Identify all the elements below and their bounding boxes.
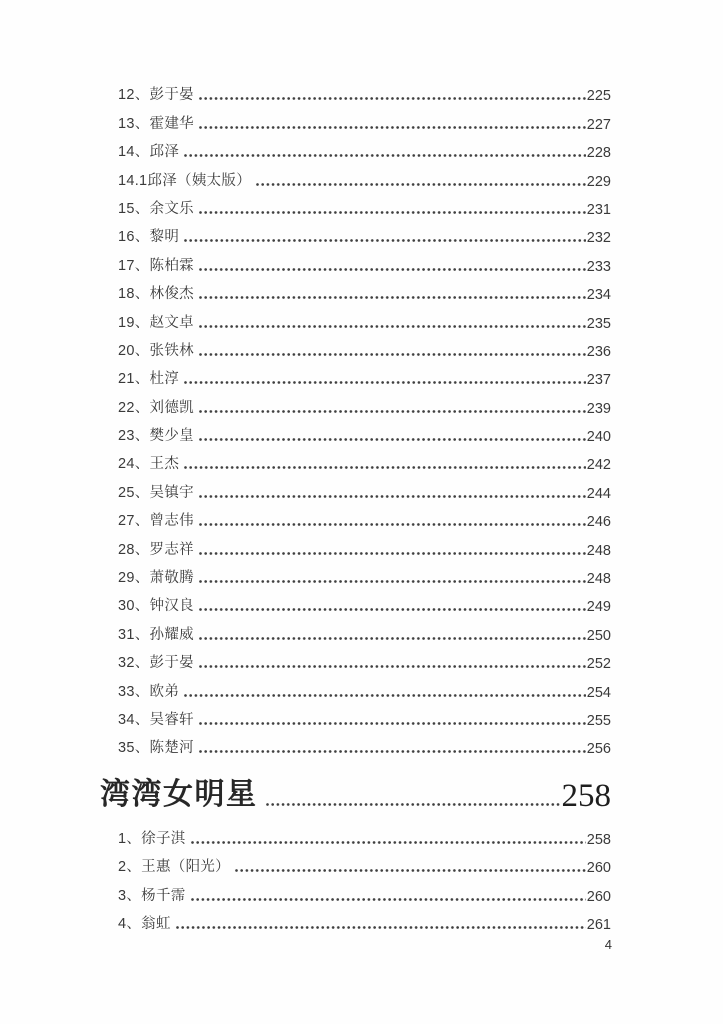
toc-entry-label: 22、刘德凯 [118, 399, 194, 416]
dot-leader [184, 381, 586, 384]
dot-leader [199, 268, 586, 271]
toc-entry [100, 615, 611, 643]
toc-entry [100, 275, 611, 303]
toc-entry-page-number: 248 [586, 542, 611, 559]
toc-entry [100, 161, 611, 189]
toc-entry-page-number: 225 [586, 88, 611, 105]
toc-entry-label: 23、樊少皇 [118, 428, 194, 445]
toc-entry-label: 12、彭于晏 [118, 87, 194, 104]
toc-list-male-stars [100, 76, 611, 757]
toc-entry [100, 190, 611, 218]
dot-leader [199, 722, 586, 725]
toc-entry-label: 21、杜淳 [118, 371, 180, 388]
dot-leader [256, 183, 586, 186]
toc-entry-label: 18、林俊杰 [118, 286, 194, 303]
toc-entry [100, 303, 611, 331]
toc-entry-label: 1、徐子淇 [118, 830, 186, 847]
dot-leader [199, 665, 586, 668]
toc-entry-page-number: 236 [586, 343, 611, 360]
toc-entry [100, 819, 611, 847]
toc-entry-label: 28、罗志祥 [118, 541, 194, 558]
toc-entry-page-number: 239 [586, 400, 611, 417]
toc-section-heading [100, 765, 611, 813]
toc-entry [100, 133, 611, 161]
dot-leader [191, 898, 586, 901]
toc-entry-page-number: 254 [586, 684, 611, 701]
dot-leader [199, 438, 586, 441]
toc-entry-page-number: 228 [586, 145, 611, 162]
toc-entry-page-number: 249 [586, 599, 611, 616]
dot-leader [199, 296, 586, 299]
dot-leader [266, 803, 560, 806]
toc-entry-page-number: 261 [586, 916, 611, 933]
toc-entry-page-number: 229 [586, 173, 611, 190]
toc-entry-label: 19、赵文卓 [118, 314, 194, 331]
toc-entry-page-number: 235 [586, 315, 611, 332]
section-page-number: 258 [561, 778, 611, 815]
toc-entry-page-number: 234 [586, 287, 611, 304]
dot-leader [184, 466, 586, 469]
toc-entry [100, 76, 611, 104]
toc-entry-label: 32、彭于晏 [118, 655, 194, 672]
toc-entry-page-number: 232 [586, 230, 611, 247]
dot-leader [235, 869, 586, 872]
toc-entry-page-number: 248 [586, 571, 611, 588]
toc-entry-page-number: 258 [586, 831, 611, 848]
toc-entry [100, 473, 611, 501]
toc-entry-label: 4、翁虹 [118, 915, 171, 932]
toc-entry [100, 848, 611, 876]
dot-leader [199, 353, 586, 356]
toc-entry [100, 876, 611, 904]
toc-entry [100, 332, 611, 360]
toc-entry-label: 33、欧弟 [118, 683, 180, 700]
toc-entry-page-number: 227 [586, 116, 611, 133]
toc-entry-label: 20、张铁林 [118, 342, 194, 359]
dot-leader [184, 154, 586, 157]
toc-entry-page-number: 244 [586, 485, 611, 502]
toc-entry [100, 388, 611, 416]
toc-entry [100, 104, 611, 132]
dot-leader [199, 608, 586, 611]
toc-entry-label: 24、王杰 [118, 456, 180, 473]
toc-entry-label: 13、霍建华 [118, 115, 194, 132]
dot-leader [176, 926, 586, 929]
toc-entry-label: 35、陈楚河 [118, 740, 194, 757]
toc-entry-page-number: 255 [586, 712, 611, 729]
toc-entry [100, 417, 611, 445]
toc-entry-page-number: 250 [586, 627, 611, 644]
toc-entry [100, 729, 611, 757]
toc-entry [100, 905, 611, 933]
toc-list-female-stars [100, 819, 611, 933]
toc-entry-page-number: 240 [586, 429, 611, 446]
toc-entry [100, 559, 611, 587]
toc-entry [100, 502, 611, 530]
toc-entry-label: 15、余文乐 [118, 200, 194, 217]
toc-entry [100, 587, 611, 615]
dot-leader [199, 495, 586, 498]
dot-leader [191, 841, 586, 844]
toc-entry [100, 644, 611, 672]
toc-entry-label: 3、杨千霈 [118, 887, 186, 904]
toc-entry-label: 30、钟汉良 [118, 598, 194, 615]
dot-leader [199, 325, 586, 328]
toc-entry-label: 14.1邱泽（姨太版） [118, 172, 252, 189]
toc-entry-label: 29、萧敬腾 [118, 570, 194, 587]
dot-leader [199, 410, 586, 413]
table-of-contents [100, 76, 611, 933]
dot-leader [184, 239, 586, 242]
toc-entry [100, 445, 611, 473]
section-title: 湾湾女明星 [100, 778, 258, 812]
toc-entry-label: 17、陈柏霖 [118, 257, 194, 274]
toc-entry-label: 31、孙耀威 [118, 626, 194, 643]
toc-entry-label: 34、吴睿轩 [118, 711, 194, 728]
toc-entry-page-number: 231 [586, 201, 611, 218]
dot-leader [199, 750, 586, 753]
toc-entry-label: 27、曾志伟 [118, 513, 194, 530]
dot-leader [199, 523, 586, 526]
toc-entry-page-number: 256 [586, 741, 611, 758]
toc-entry-label: 25、吴镇宇 [118, 484, 194, 501]
dot-leader [199, 211, 586, 214]
toc-entry [100, 701, 611, 729]
page-number: 4 [604, 937, 612, 952]
toc-entry-page-number: 242 [586, 457, 611, 474]
toc-entry [100, 218, 611, 246]
toc-entry [100, 360, 611, 388]
toc-entry-label: 16、黎明 [118, 229, 180, 246]
toc-entry [100, 530, 611, 558]
toc-entry-page-number: 260 [586, 860, 611, 877]
toc-entry-page-number: 237 [586, 372, 611, 389]
toc-entry-label: 2、王惠（阳光） [118, 859, 230, 876]
dot-leader [184, 694, 586, 697]
dot-leader [199, 552, 586, 555]
toc-entry [100, 246, 611, 274]
toc-entry-label: 14、邱泽 [118, 144, 180, 161]
dot-leader [199, 126, 586, 129]
dot-leader [199, 97, 586, 100]
toc-entry-page-number: 233 [586, 258, 611, 275]
toc-entry [100, 672, 611, 700]
toc-entry-page-number: 246 [586, 514, 611, 531]
dot-leader [199, 637, 586, 640]
toc-entry-page-number: 252 [586, 656, 611, 673]
dot-leader [199, 580, 586, 583]
toc-entry-page-number: 260 [586, 888, 611, 905]
